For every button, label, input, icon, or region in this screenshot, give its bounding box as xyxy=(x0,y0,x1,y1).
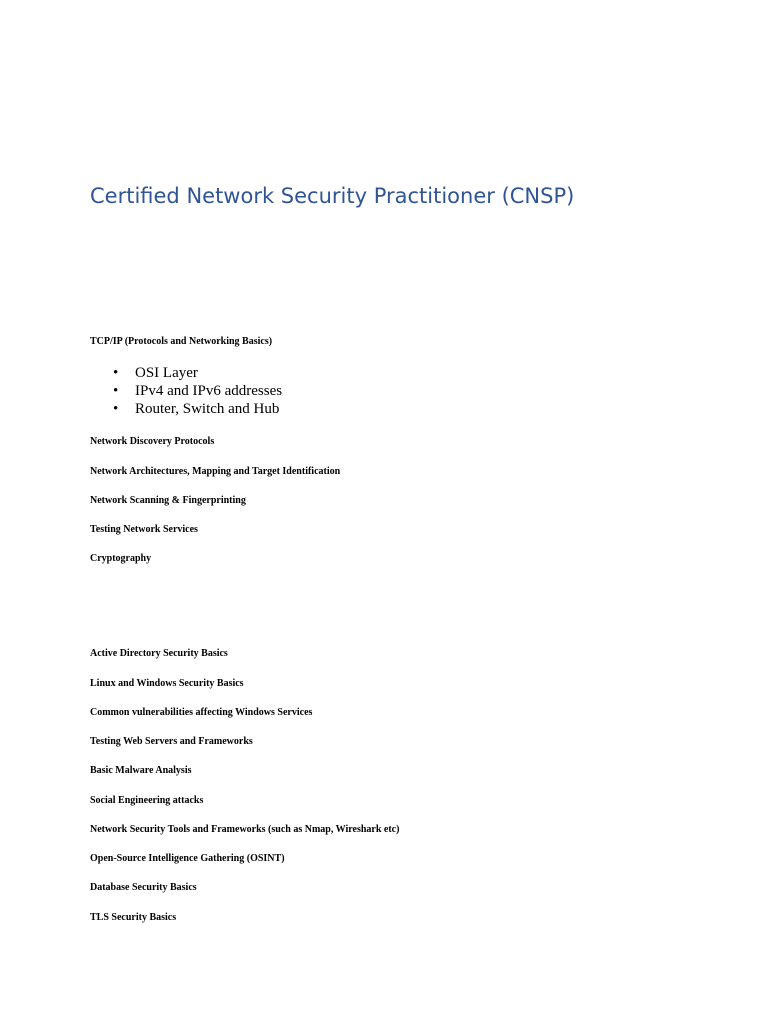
topic-heading: Testing Network Services xyxy=(90,524,198,535)
topic-heading: Network Discovery Protocols xyxy=(90,436,215,447)
topic-heading: Open-Source Intelligence Gathering (OSINT) xyxy=(90,853,285,864)
topic-heading: Cryptography xyxy=(90,553,152,564)
topic-heading: Network Scanning & Fingerprinting xyxy=(90,495,246,506)
bullet-icon: • xyxy=(113,401,119,417)
topic-heading: Basic Malware Analysis xyxy=(90,765,192,776)
topic-heading: Social Engineering attacks xyxy=(90,795,204,806)
topic-heading: TLS Security Basics xyxy=(90,912,177,923)
topic-heading: Database Security Basics xyxy=(90,882,197,893)
bullet-icon: • xyxy=(113,365,119,381)
topic-heading: Active Directory Security Basics xyxy=(90,648,228,659)
section-heading-tcpip: TCP/IP (Protocols and Networking Basics) xyxy=(90,336,273,347)
list-item-text: Router, Switch and Hub xyxy=(135,401,280,417)
topic-heading: Common vulnerabilities affecting Windows Services xyxy=(90,707,313,718)
topic-heading: Linux and Windows Security Basics xyxy=(90,678,244,689)
bullet-icon: • xyxy=(113,383,119,399)
topic-heading: Testing Web Servers and Frameworks xyxy=(90,736,253,747)
topic-heading: Network Architectures, Mapping and Target Identification xyxy=(90,466,341,477)
list-item-text: IPv4 and IPv6 addresses xyxy=(135,383,283,399)
document-title: Certified Network Security Practitioner (CNSP) xyxy=(90,184,575,208)
list-item-text: OSI Layer xyxy=(135,365,198,381)
topic-heading: Network Security Tools and Frameworks (such as Nmap, Wireshark etc) xyxy=(90,824,400,835)
